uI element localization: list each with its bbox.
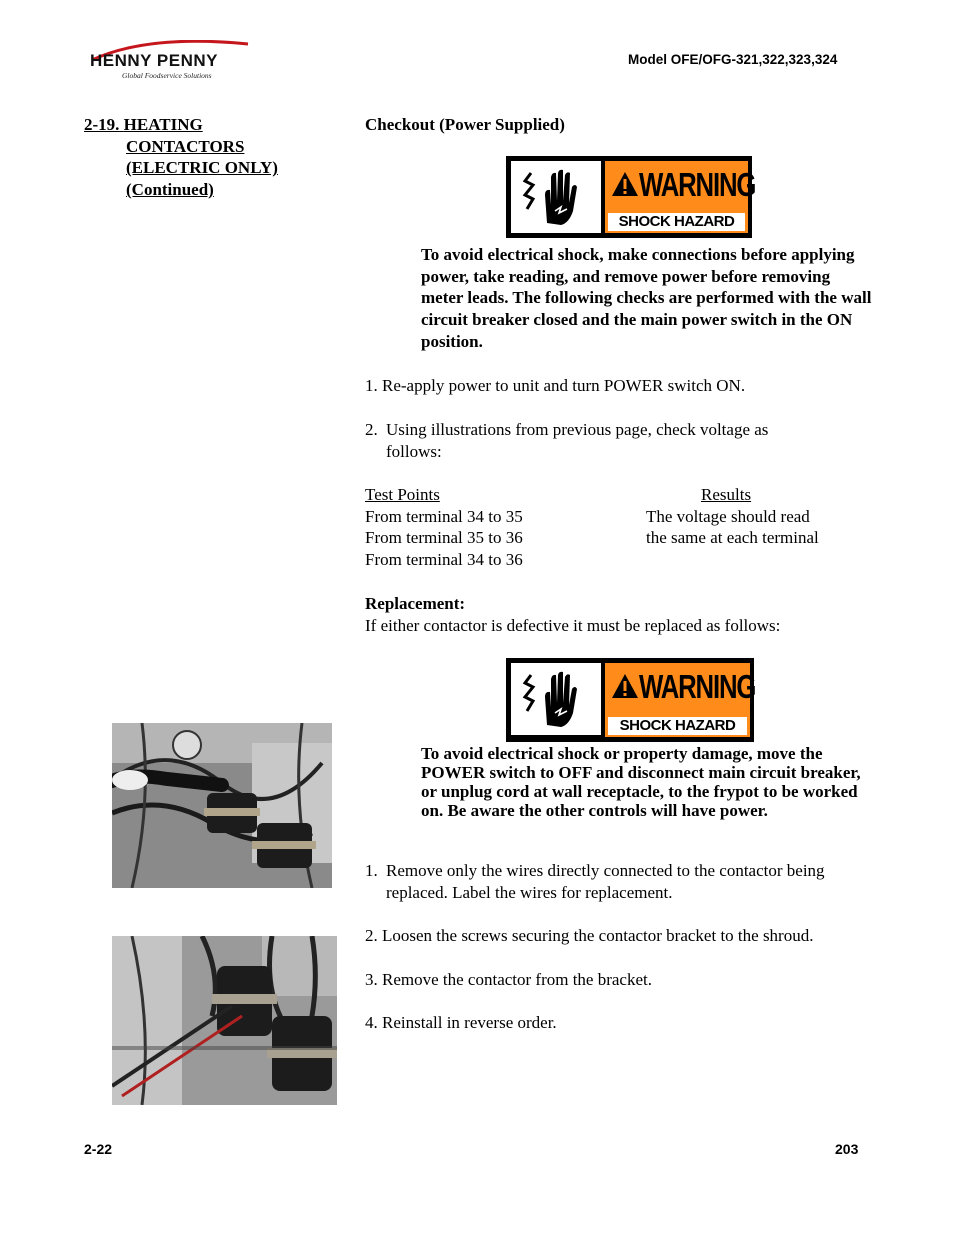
test-point-row-3: From terminal 34 to 36 — [365, 550, 523, 569]
replacement-step-2: 2. Loosen the screws securing the contactor bracket to the shroud. — [365, 926, 814, 945]
replacement-step-4: 4. Reinstall in reverse order. — [365, 1013, 557, 1032]
page-number: 203 — [835, 1141, 859, 1157]
result-line-2: the same at each terminal — [646, 528, 819, 547]
section-title-line3: (ELECTRIC ONLY) — [126, 158, 278, 178]
checkout-heading: Checkout (Power Supplied) — [365, 115, 565, 134]
replacement-step-3: 3. Remove the contactor from the bracket. — [365, 970, 652, 989]
shock-hazard-label: SHOCK HAZARD — [608, 213, 745, 231]
test-point-row-1: From terminal 34 to 35 — [365, 507, 523, 526]
section-title — [84, 114, 324, 201]
warning-triangle-icon — [611, 673, 639, 699]
contactor-photo-2 — [112, 936, 337, 1105]
warning-text: To avoid electrical shock, make connections before applying power, take reading, and remove power before removing meter leads. The following checks are performed with the wall circuit breaker closed and the main power switch in the ON position. — [421, 245, 872, 351]
section-title-line1: 2-19. HEATING — [84, 115, 203, 134]
results-header: Results — [701, 485, 752, 504]
model-number: Model OFE/OFG-321,322,323,324 — [628, 52, 838, 67]
test-point-row-2: From terminal 35 to 36 — [365, 528, 523, 547]
test-points-header: Test Points — [365, 485, 440, 504]
hand-shock-icon — [511, 663, 601, 735]
warning-text-2: To avoid electrical shock or property damage, move the POWER switch to OFF and disconnect main circuit breaker, or unplug cord at wall receptacle, to the frypot to be worked on. Be aware the other controls will have power. — [421, 744, 861, 820]
hand-shock-icon — [511, 161, 601, 233]
warning-triangle-icon — [611, 171, 639, 197]
warning-word: WARNING — [639, 166, 756, 203]
warning-sign — [506, 156, 756, 238]
shock-hazard-label: SHOCK HAZARD — [608, 717, 747, 735]
replacement-step-1: 1. Remove only the wires directly connected to the contactor being replaced. Label the wires for replacement. — [365, 861, 825, 902]
result-line-1: The voltage should read — [646, 507, 810, 526]
logo — [88, 40, 263, 82]
page-section-number: 2-22 — [84, 1141, 113, 1157]
contactor-photo-1 — [112, 723, 332, 888]
checkout-step-2: 2. Using illustrations from previous page, check voltage as follows: — [365, 420, 769, 461]
logo-text: HENNY PENNY — [90, 51, 218, 70]
section-title-line4: (Continued) — [126, 180, 214, 200]
logo-tagline: Global Foodservice Solutions — [122, 71, 212, 80]
replacement-intro: If either contactor is defective it must be replaced as follows: — [365, 616, 781, 635]
section-title-line2: CONTACTORS — [126, 136, 245, 156]
warning-sign-2 — [506, 658, 754, 742]
warning-word: WARNING — [639, 668, 756, 705]
checkout-step-1: 1. Re-apply power to unit and turn POWER switch ON. — [365, 376, 746, 395]
replacement-heading: Replacement: — [365, 594, 466, 613]
